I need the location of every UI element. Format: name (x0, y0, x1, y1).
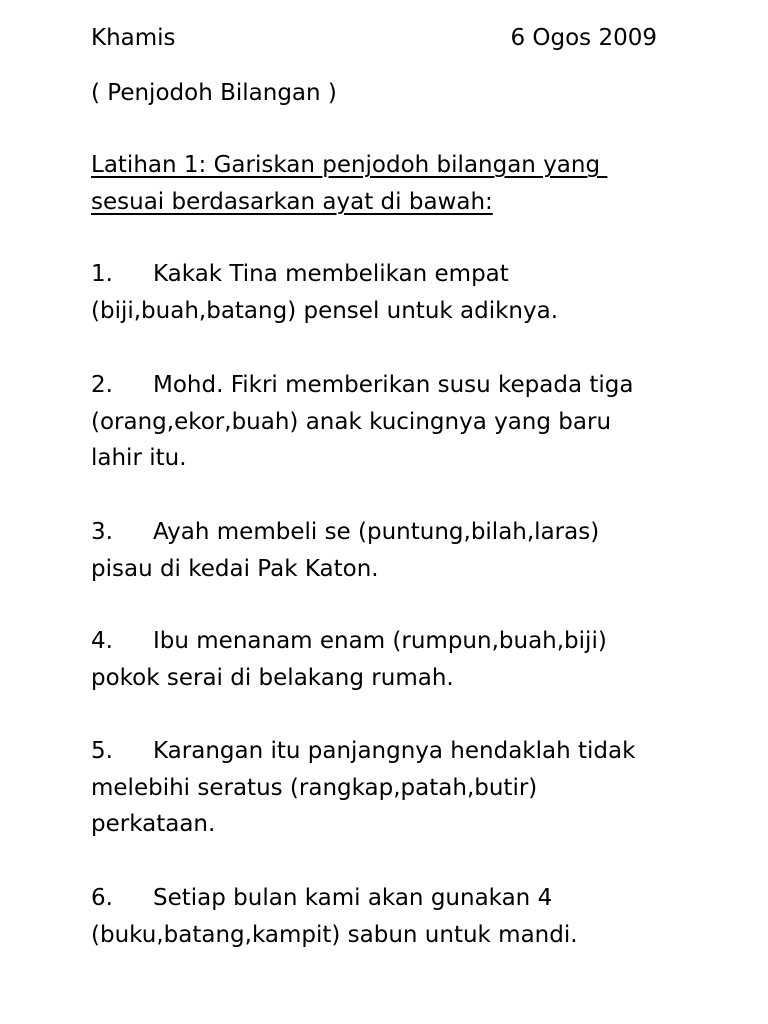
question-text: pisau di kedai Pak Katon. (91, 555, 379, 582)
question-text: Karangan itu panjangnya hendaklah tidak (153, 738, 636, 764)
question-text: pokok serai di belakang rumah. (91, 664, 454, 691)
question-number: 1. (91, 261, 113, 287)
question-text: (orang,ekor,buah) anak kucingnya yang baru (91, 408, 612, 435)
question-text: melebihi seratus (rangkap,patah,butir) (91, 774, 538, 801)
question-3 (91, 514, 691, 587)
question-text: Ayah membeli se (puntung,bilah,laras) (153, 519, 600, 545)
instruction-line-1: Latihan 1: Gariskan penjodoh bilangan yang (91, 152, 608, 178)
question-1 (91, 256, 691, 329)
exercise-instruction (91, 147, 607, 220)
question-5 (91, 733, 691, 843)
question-text: Ibu menanam enam (rumpun,buah,biji) (153, 628, 607, 654)
day-label: Khamis (91, 25, 176, 51)
date-label: 6 Ogos 2009 (510, 25, 657, 51)
question-text: (biji,buah,batang) pensel untuk adiknya. (91, 297, 559, 324)
question-text: Setiap bulan kami akan gunakan 4 (153, 885, 553, 911)
question-text: Kakak Tina membelikan empat (153, 261, 509, 287)
question-number: 2. (91, 372, 113, 398)
question-2 (91, 367, 691, 477)
question-text: perkataan. (91, 811, 216, 838)
question-6 (91, 880, 691, 953)
worksheet-header (91, 20, 657, 57)
question-number: 5. (91, 738, 113, 764)
worksheet-subtitle: ( Penjodoh Bilangan ) (91, 80, 337, 106)
question-line (91, 367, 691, 404)
question-line (91, 623, 691, 660)
question-text: Mohd. Fikri memberikan susu kepada tiga (153, 372, 634, 398)
question-number: 3. (91, 519, 113, 545)
question-line (91, 514, 691, 551)
question-4 (91, 623, 691, 696)
question-line (91, 733, 691, 770)
instruction-line-2: sesuai berdasarkan ayat di bawah: (91, 188, 493, 215)
question-line (91, 880, 691, 917)
question-text: lahir itu. (91, 445, 187, 472)
question-number: 4. (91, 628, 113, 654)
question-number: 6. (91, 885, 113, 911)
question-line (91, 256, 691, 293)
question-text: (buku,batang,kampit) sabun untuk mandi. (91, 921, 578, 948)
